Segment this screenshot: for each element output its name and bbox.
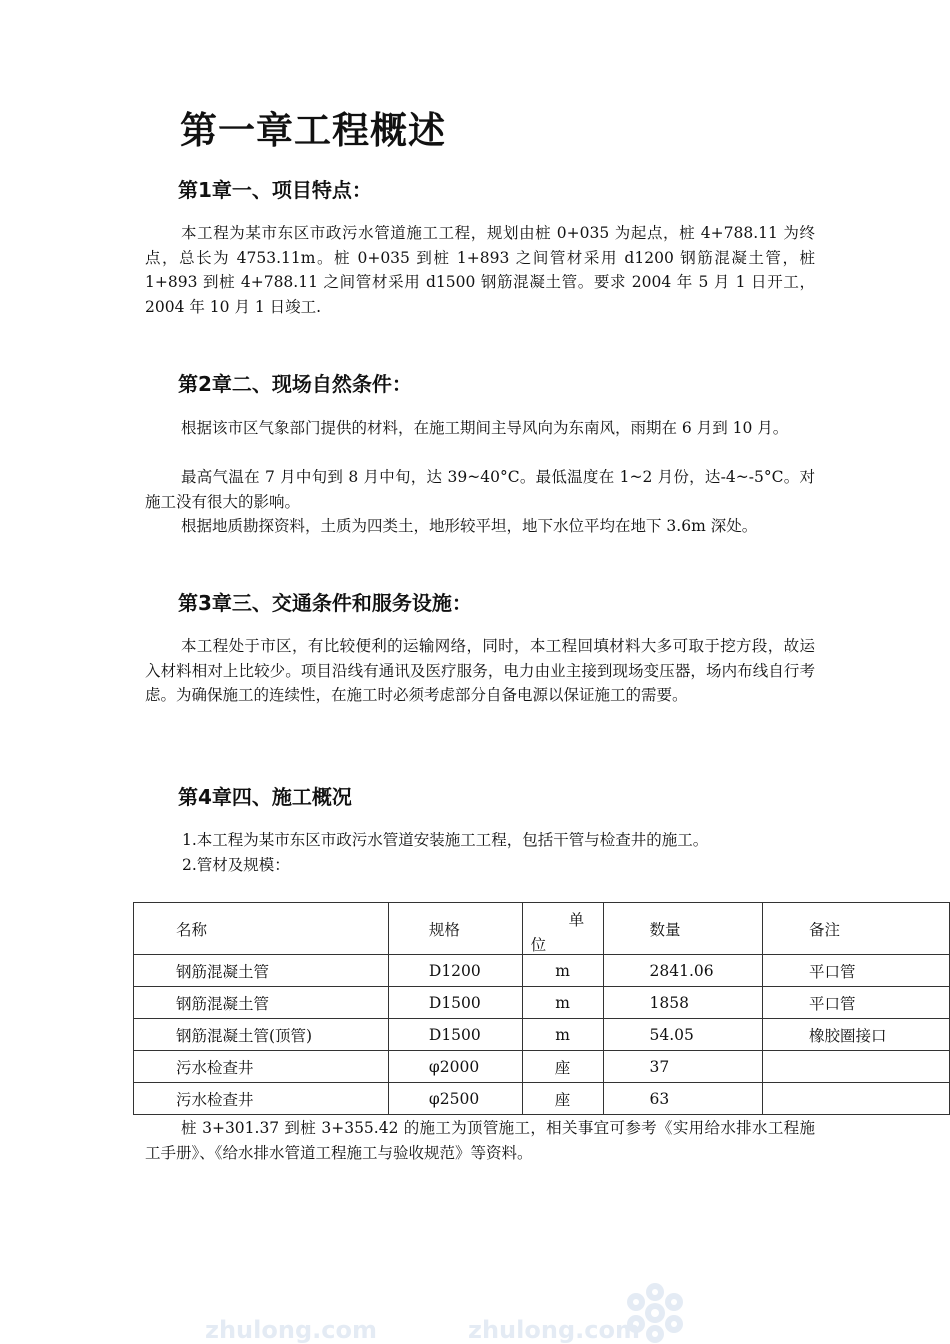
watermark-text: zhulong.com	[468, 1316, 640, 1344]
section-1-paragraph: 本工程为某市东区市政污水管道施工工程，规划由桩 0+035 为起点，桩 4+788.11 为终点，总长为 4753.11m。桩 0+035 到桩 1+893 之间管材采用 d1200 钢筋混凝土管，桩 1+893 到桩 4+788.11 之间管材采用 d1500 钢筋混凝土管。要求 2004 年 5 月 1 日开工，2004 年 10 月 1 日竣工.	[145, 224, 815, 316]
table-row	[134, 1051, 950, 1083]
materials-table	[133, 902, 950, 1115]
cell-unit: m	[522, 987, 603, 1019]
cell-spec: D1200	[388, 955, 522, 987]
cell-note: 平口管	[762, 955, 949, 987]
cell-spec: D1500	[388, 1019, 522, 1051]
section-heading-3: 第3章三、交通条件和服务设施：	[178, 591, 472, 615]
table-header-row	[134, 903, 950, 955]
header-unit	[522, 903, 603, 955]
watermark-text: zhulong.com	[205, 1316, 377, 1344]
section-2-paragraph-1: 根据该市区气象部门提供的材料，在施工期间主导风向为东南风，雨期在 6 月到 10 月。	[181, 419, 789, 437]
header-name: 名称	[134, 903, 389, 955]
list-item: 1.本工程为某市东区市政污水管道安装施工工程，包括干管与检查井的施工。	[182, 831, 709, 849]
cell-note	[762, 1051, 949, 1083]
cell-name: 钢筋混凝土管(顶管)	[134, 1019, 389, 1051]
cell-qty: 63	[603, 1083, 762, 1115]
cell-unit: m	[522, 1019, 603, 1051]
cell-spec: D1500	[388, 987, 522, 1019]
header-qty: 数量	[603, 903, 762, 955]
section-heading-1: 第1章一、项目特点：	[178, 178, 372, 202]
page-title: 第一章工程概述	[180, 109, 446, 152]
section-heading-4: 第4章四、施工概况	[178, 785, 352, 809]
list-item: 2.管材及规模：	[182, 856, 290, 874]
cell-note	[762, 1083, 949, 1115]
cell-name: 钢筋混凝土管	[134, 955, 389, 987]
cell-qty: 1858	[603, 987, 762, 1019]
table-row	[134, 987, 950, 1019]
cell-qty: 54.05	[603, 1019, 762, 1051]
cell-name: 钢筋混凝土管	[134, 987, 389, 1019]
table-row	[134, 1083, 950, 1115]
table-row	[134, 955, 950, 987]
cell-qty: 2841.06	[603, 955, 762, 987]
cell-name: 污水检查井	[134, 1051, 389, 1083]
table-row	[134, 1019, 950, 1051]
cell-unit: m	[522, 955, 603, 987]
header-spec: 规格	[388, 903, 522, 955]
header-note: 备注	[762, 903, 949, 955]
cell-qty: 37	[603, 1051, 762, 1083]
section-2-paragraph-3: 根据地质勘探资料，土质为四类土，地形较平坦，地下水位平均在地下 3.6m 深处。	[181, 517, 758, 535]
section-heading-2: 第2章二、现场自然条件：	[178, 372, 412, 396]
cell-note: 橡胶圈接口	[762, 1019, 949, 1051]
cell-spec: φ2000	[388, 1051, 522, 1083]
cell-note: 平口管	[762, 987, 949, 1019]
section-2-paragraph-2: 最高气温在 7 月中旬到 8 月中旬，达 39~40°C。最低温度在 1~2 月份，达-4~-5°C。对施工没有很大的影响。	[145, 468, 815, 511]
header-unit-bottom: 位	[530, 935, 547, 954]
section-3-paragraph: 本工程处于市区，有比较便利的运输网络，同时，本工程回填材料大多可取于挖方段，故运入材料相对上比较少。项目沿线有通讯及医疗服务，电力由业主接到现场变压器，场内布线自行考虑。为确保施工的连续性，在施工时必须考虑部分自备电源以保证施工的需要。	[145, 637, 815, 704]
cell-spec: φ2500	[388, 1083, 522, 1115]
cell-unit: 座	[522, 1083, 603, 1115]
closing-paragraph: 桩 3+301.37 到桩 3+355.42 的施工为顶管施工，相关事宜可参考《实用给水排水工程施工手册》、《给水排水管道工程施工与验收规范》等资料。	[145, 1119, 815, 1162]
cell-name: 污水检查井	[134, 1083, 389, 1115]
cell-unit: 座	[522, 1051, 603, 1083]
header-unit-top: 单	[568, 910, 585, 929]
